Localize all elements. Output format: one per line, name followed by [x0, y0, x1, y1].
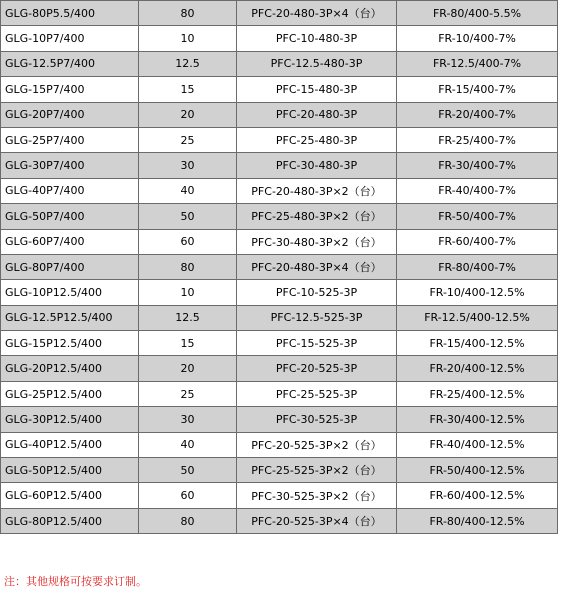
model-cell: GLG-80P12.5/400 — [1, 508, 139, 533]
capacity-cell: 12.5 — [139, 51, 237, 76]
capacitor-cell: PFC-30-525-3P — [237, 407, 397, 432]
reactor-cell: FR-30/400-7% — [397, 153, 558, 178]
capacity-cell: 20 — [139, 102, 237, 127]
capacitor-cell: PFC-25-525-3P×2（台） — [237, 458, 397, 483]
table-row — [1, 127, 558, 152]
capacitor-cell: PFC-12.5-525-3P — [237, 305, 397, 330]
capacity-cell: 60 — [139, 483, 237, 508]
reactor-cell: FR-20/400-7% — [397, 102, 558, 127]
reactor-cell: FR-80/400-5.5% — [397, 1, 558, 26]
reactor-cell: FR-15/400-12.5% — [397, 331, 558, 356]
table-row — [1, 254, 558, 279]
model-cell: GLG-60P7/400 — [1, 229, 139, 254]
reactor-cell: FR-50/400-7% — [397, 204, 558, 229]
capacity-cell: 30 — [139, 407, 237, 432]
table-row — [1, 229, 558, 254]
spec-table-body — [1, 1, 558, 534]
model-cell: GLG-80P5.5/400 — [1, 1, 139, 26]
table-row — [1, 102, 558, 127]
reactor-cell: FR-50/400-12.5% — [397, 458, 558, 483]
capacity-cell: 20 — [139, 356, 237, 381]
footnote: 注：其他规格可按要求订制。 — [4, 575, 147, 588]
capacitor-cell: PFC-20-480-3P — [237, 102, 397, 127]
capacitor-cell: PFC-10-525-3P — [237, 280, 397, 305]
model-cell: GLG-30P7/400 — [1, 153, 139, 178]
reactor-cell: FR-10/400-12.5% — [397, 280, 558, 305]
table-row — [1, 26, 558, 51]
capacitor-cell: PFC-25-480-3P×2（台） — [237, 204, 397, 229]
capacity-cell: 10 — [139, 26, 237, 51]
capacitor-cell: PFC-25-525-3P — [237, 381, 397, 406]
capacitor-cell: PFC-30-525-3P×2（台） — [237, 483, 397, 508]
capacity-cell: 40 — [139, 432, 237, 457]
capacity-cell: 80 — [139, 1, 237, 26]
table-row — [1, 204, 558, 229]
model-cell: GLG-12.5P12.5/400 — [1, 305, 139, 330]
table-row — [1, 407, 558, 432]
model-cell: GLG-60P12.5/400 — [1, 483, 139, 508]
capacity-cell: 10 — [139, 280, 237, 305]
capacity-cell: 60 — [139, 229, 237, 254]
reactor-cell: FR-40/400-12.5% — [397, 432, 558, 457]
table-row — [1, 77, 558, 102]
table-row — [1, 280, 558, 305]
capacity-cell: 15 — [139, 331, 237, 356]
capacitor-cell: PFC-20-525-3P — [237, 356, 397, 381]
capacity-cell: 12.5 — [139, 305, 237, 330]
capacitor-cell: PFC-20-480-3P×4（台） — [237, 254, 397, 279]
capacitor-cell: PFC-15-525-3P — [237, 331, 397, 356]
capacitor-cell: PFC-30-480-3P×2（台） — [237, 229, 397, 254]
model-cell: GLG-40P7/400 — [1, 178, 139, 203]
table-row — [1, 381, 558, 406]
reactor-cell: FR-12.5/400-7% — [397, 51, 558, 76]
reactor-cell: FR-25/400-7% — [397, 127, 558, 152]
capacity-cell: 40 — [139, 178, 237, 203]
reactor-cell: FR-20/400-12.5% — [397, 356, 558, 381]
reactor-cell: FR-15/400-7% — [397, 77, 558, 102]
capacity-cell: 25 — [139, 127, 237, 152]
reactor-cell: FR-30/400-12.5% — [397, 407, 558, 432]
model-cell: GLG-10P12.5/400 — [1, 280, 139, 305]
reactor-cell: FR-25/400-12.5% — [397, 381, 558, 406]
capacity-cell: 15 — [139, 77, 237, 102]
reactor-cell: FR-40/400-7% — [397, 178, 558, 203]
model-cell: GLG-80P7/400 — [1, 254, 139, 279]
model-cell: GLG-20P7/400 — [1, 102, 139, 127]
model-cell: GLG-20P12.5/400 — [1, 356, 139, 381]
capacitor-cell: PFC-25-480-3P — [237, 127, 397, 152]
reactor-cell: FR-60/400-12.5% — [397, 483, 558, 508]
table-row — [1, 178, 558, 203]
capacity-cell: 80 — [139, 254, 237, 279]
capacitor-cell: PFC-20-480-3P×2（台） — [237, 178, 397, 203]
table-row — [1, 458, 558, 483]
capacitor-cell: PFC-10-480-3P — [237, 26, 397, 51]
table-row — [1, 51, 558, 76]
model-cell: GLG-50P12.5/400 — [1, 458, 139, 483]
capacity-cell: 50 — [139, 458, 237, 483]
model-cell: GLG-30P12.5/400 — [1, 407, 139, 432]
table-row — [1, 508, 558, 533]
reactor-cell: FR-12.5/400-12.5% — [397, 305, 558, 330]
reactor-cell: FR-60/400-7% — [397, 229, 558, 254]
capacitor-cell: PFC-20-525-3P×2（台） — [237, 432, 397, 457]
capacity-cell: 50 — [139, 204, 237, 229]
model-cell: GLG-50P7/400 — [1, 204, 139, 229]
table-row — [1, 331, 558, 356]
table-row — [1, 356, 558, 381]
capacitor-cell: PFC-12.5-480-3P — [237, 51, 397, 76]
reactor-cell: FR-80/400-12.5% — [397, 508, 558, 533]
model-cell: GLG-12.5P7/400 — [1, 51, 139, 76]
model-cell: GLG-25P12.5/400 — [1, 381, 139, 406]
capacity-cell: 80 — [139, 508, 237, 533]
model-cell: GLG-25P7/400 — [1, 127, 139, 152]
model-cell: GLG-15P12.5/400 — [1, 331, 139, 356]
table-row — [1, 305, 558, 330]
model-cell: GLG-40P12.5/400 — [1, 432, 139, 457]
capacitor-cell: PFC-15-480-3P — [237, 77, 397, 102]
reactor-cell: FR-10/400-7% — [397, 26, 558, 51]
capacitor-cell: PFC-20-480-3P×4（台） — [237, 1, 397, 26]
capacity-cell: 30 — [139, 153, 237, 178]
table-row — [1, 432, 558, 457]
capacitor-cell: PFC-20-525-3P×4（台） — [237, 508, 397, 533]
table-row — [1, 1, 558, 26]
model-cell: GLG-15P7/400 — [1, 77, 139, 102]
capacity-cell: 25 — [139, 381, 237, 406]
table-row — [1, 483, 558, 508]
table-row — [1, 153, 558, 178]
reactor-cell: FR-80/400-7% — [397, 254, 558, 279]
model-cell: GLG-10P7/400 — [1, 26, 139, 51]
capacitor-cell: PFC-30-480-3P — [237, 153, 397, 178]
